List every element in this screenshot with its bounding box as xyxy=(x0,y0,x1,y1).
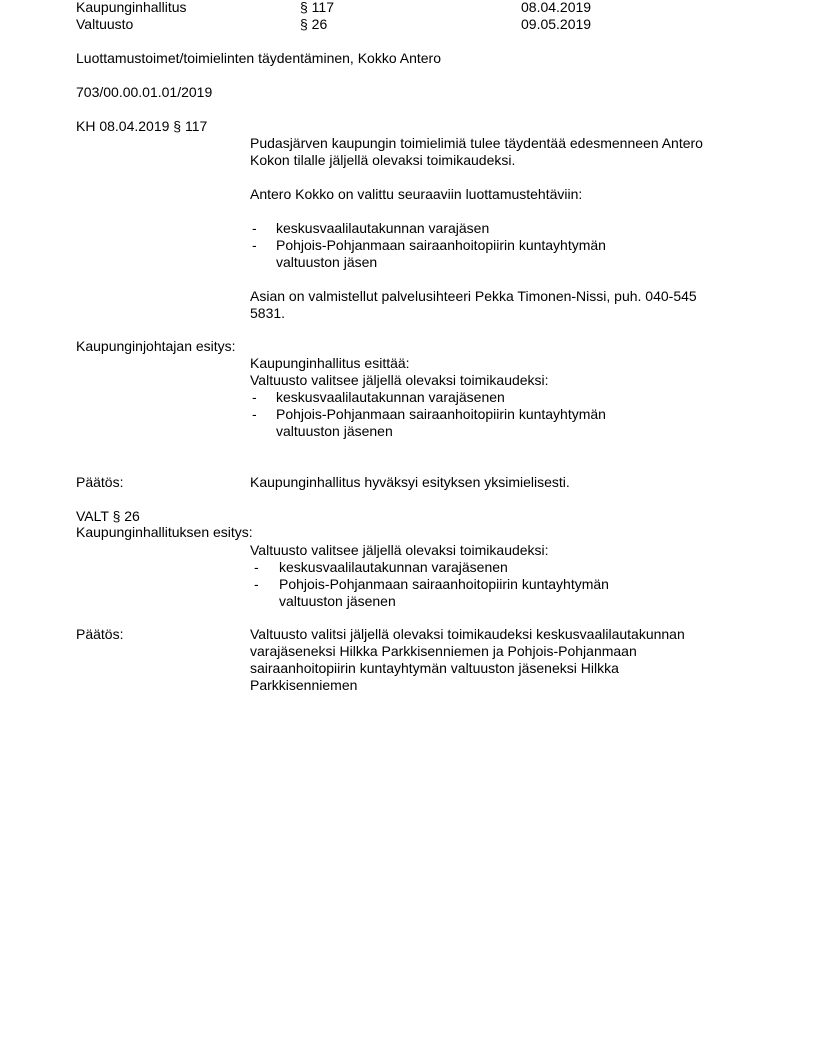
valt-decision-line: varajäseneksi Hilkka Parkkisenniemen ja Pohjois-Pohjanmaan xyxy=(250,643,637,659)
valt-proposal-label: Kaupunginhallituksen esitys: xyxy=(76,524,253,540)
valt-proposal-item: Pohjois-Pohjanmaan sairaanhoitopiirin kuntayhtymän xyxy=(279,576,609,592)
record-number: 703/00.00.01.01/2019 xyxy=(76,84,213,100)
list-bullet: - xyxy=(252,389,257,405)
kh-heading: KH 08.04.2019 § 117 xyxy=(76,118,208,134)
kh-intro-line2: Kokon tilalle jäljellä olevaksi toimikaudeksi. xyxy=(250,152,516,168)
kh-preparer-line2: 5831. xyxy=(250,305,286,321)
kh-position-item-cont: valtuuston jäsen xyxy=(276,254,378,270)
header-body-valt: Valtuusto xyxy=(76,16,134,32)
mayor-proposal-item: Pohjois-Pohjanmaan sairaanhoitopiirin kuntayhtymän xyxy=(276,406,606,422)
valt-decision-line: Parkkisenniemen xyxy=(250,677,358,693)
valt-decision-label: Päätös: xyxy=(76,626,124,642)
valt-proposal-item-cont: valtuuston jäsenen xyxy=(279,593,396,609)
valt-proposal-item: keskusvaalilautakunnan varajäsenen xyxy=(279,559,508,575)
valt-decision-line: sairaanhoitopiirin kuntayhtymän valtuuston jäseneksi Hilkka xyxy=(250,660,619,676)
mayor-proposal-item-cont: valtuuston jäsenen xyxy=(276,423,393,439)
header-section-valt: § 26 xyxy=(300,16,328,32)
header-body-kh: Kaupunginhallitus xyxy=(76,0,187,15)
list-bullet: - xyxy=(252,406,257,422)
list-bullet: - xyxy=(252,220,257,236)
list-bullet: - xyxy=(252,237,257,253)
mayor-proposal-line2: Valtuusto valitsee jäljellä olevaksi toimikaudeksi: xyxy=(250,372,549,388)
valt-heading: VALT § 26 xyxy=(76,508,140,524)
header-section-kh: § 117 xyxy=(300,0,334,15)
kh-position-item: Pohjois-Pohjanmaan sairaanhoitopiirin kuntayhtymän xyxy=(276,237,606,253)
mayor-proposal-label: Kaupunginjohtajan esitys: xyxy=(76,338,236,354)
kh-position-item: keskusvaalilautakunnan varajäsen xyxy=(276,220,490,236)
kh-preparer-line1: Asian on valmistellut palvelusihteeri Pekka Timonen-Nissi, puh. 040-545 xyxy=(250,288,697,304)
header-date-valt: 09.05.2019 xyxy=(521,16,592,32)
kh-decision-text: Kaupunginhallitus hyväksyi esityksen yksimielisesti. xyxy=(250,474,570,490)
list-bullet: - xyxy=(254,576,259,592)
header-date-kh: 08.04.2019 xyxy=(521,0,592,15)
kh-elected-to: Antero Kokko on valittu seuraaviin luottamustehtäviin: xyxy=(250,186,583,202)
document-subject: Luottamustoimet/toimielinten täydentäminen, Kokko Antero xyxy=(76,50,441,66)
valt-decision-line: Valtuusto valitsi jäljellä olevaksi toimikaudeksi keskusvaalilautakunnan xyxy=(250,626,685,642)
kh-intro-line1: Pudasjärven kaupungin toimielimiä tulee täydentää edesmenneen Antero xyxy=(250,135,703,151)
kh-decision-label: Päätös: xyxy=(76,474,124,490)
valt-proposal-line1: Valtuusto valitsee jäljellä olevaksi toimikaudeksi: xyxy=(250,542,549,558)
mayor-proposal-item: keskusvaalilautakunnan varajäsenen xyxy=(276,389,505,405)
mayor-proposal-line1: Kaupunginhallitus esittää: xyxy=(250,355,410,371)
list-bullet: - xyxy=(254,559,259,575)
